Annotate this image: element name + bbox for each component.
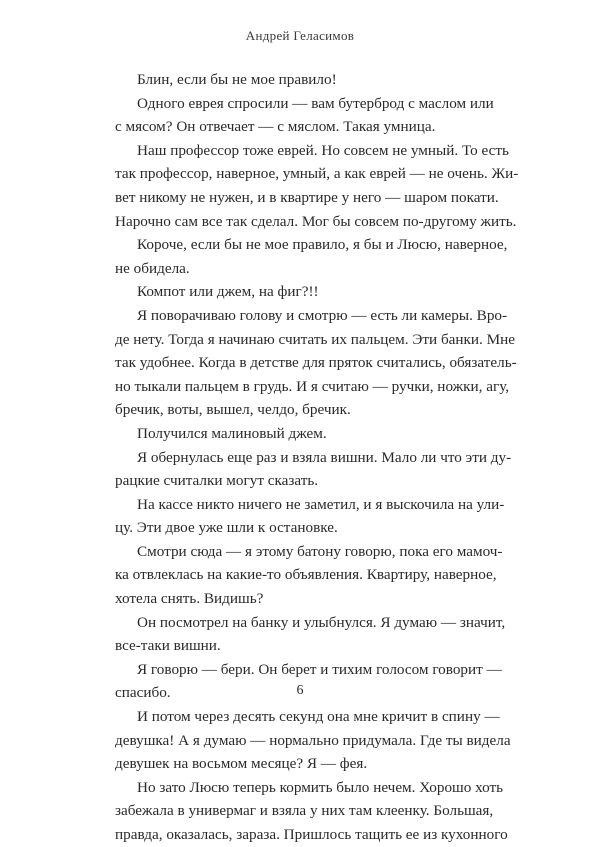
text-line: с мясом? Он отвечает — с мяслом. Такая умница. (115, 118, 436, 136)
text-line: Он посмотрел на банку и улыбнулся. Я думаю — значит, (137, 613, 506, 631)
text-line: Блин, если бы не мое правило! (137, 71, 337, 88)
text-line: цу. Эти двое уже шли к остановке. (115, 519, 338, 537)
text-line: Наш профессор тоже еврей. Но совсем не умный. То есть (137, 141, 509, 159)
text-line: хотела снять. Видишь? (115, 590, 264, 608)
text-line: Я говорю — бери. Он берет и тихим голосом говорит — (137, 660, 502, 678)
text-line: девушек на восьмом месяце? Я — фея. (115, 755, 368, 773)
text-line: спасибо. (115, 684, 171, 702)
text-line: так удобнее. Когда в детстве для пряток считались, обязатель- (115, 354, 517, 372)
text-line: Одного еврея спросили — вам бутерброд с маслом или (137, 94, 494, 112)
text-line: Компот или джем, на фиг?!! (137, 283, 319, 301)
text-line: Получился малиновый джем. (137, 424, 327, 442)
text-line: Нарочно сам все так сделал. Мог бы совсем по-другому жить. (115, 212, 517, 230)
text-line: ка отвлеклась на какие-то объявления. Квартиру, наверное, (115, 566, 497, 584)
text-line: забежала в универмаг и взяла у них там клеенку. Большая, (115, 802, 494, 820)
text-line: вет никому не нужен, и в квартире у него — шаром покати. (115, 188, 499, 206)
text-line: так профессор, наверное, умный, а как еврей — не очень. Жи- (115, 165, 519, 183)
page-number: 6 (296, 683, 304, 698)
text-line: все-таки вишни. (115, 637, 221, 655)
text-line: девушка! А я думаю — нормально придумала. Где ты видела (115, 731, 511, 749)
text-line: рацкие считалки могут сказать. (115, 472, 319, 490)
text-line: де нету. Тогда я начинаю считать их пальцем. Эти банки. Мне (115, 330, 516, 348)
text-line: бречик, воты, вышел, челдо, бречик. (115, 401, 351, 419)
text-line: правда, оказалась, зараза. Пришлось тащить ее из кухонного (115, 826, 508, 843)
text-line: Но зато Люсю теперь кормить было нечем. Хорошо хоть (137, 778, 504, 796)
text-line: И потом через десять секунд она мне кричит в спину — (137, 708, 500, 726)
text-line: Я обернулась еще раз и взяла вишни. Мало ли что эти ду- (137, 448, 512, 466)
body-text (115, 68, 519, 847)
text-line: не обидела. (115, 259, 190, 277)
running-head: Андрей Геласимов (245, 28, 355, 43)
text-line: Смотри сюда — я этому батону говорю, пока его мамоч- (137, 542, 503, 560)
text-line: Короче, если бы не мое правило, я бы и Люсю, наверное, (137, 236, 508, 254)
text-line: Я поворачиваю голову и смотрю — есть ли камеры. Вро- (137, 306, 508, 324)
text-line: но тыкали пальцем в грудь. И я считаю — ручки, ножки, агу, (115, 377, 510, 395)
text-line: На кассе никто ничего не заметил, и я выскочила на ули- (137, 495, 505, 513)
